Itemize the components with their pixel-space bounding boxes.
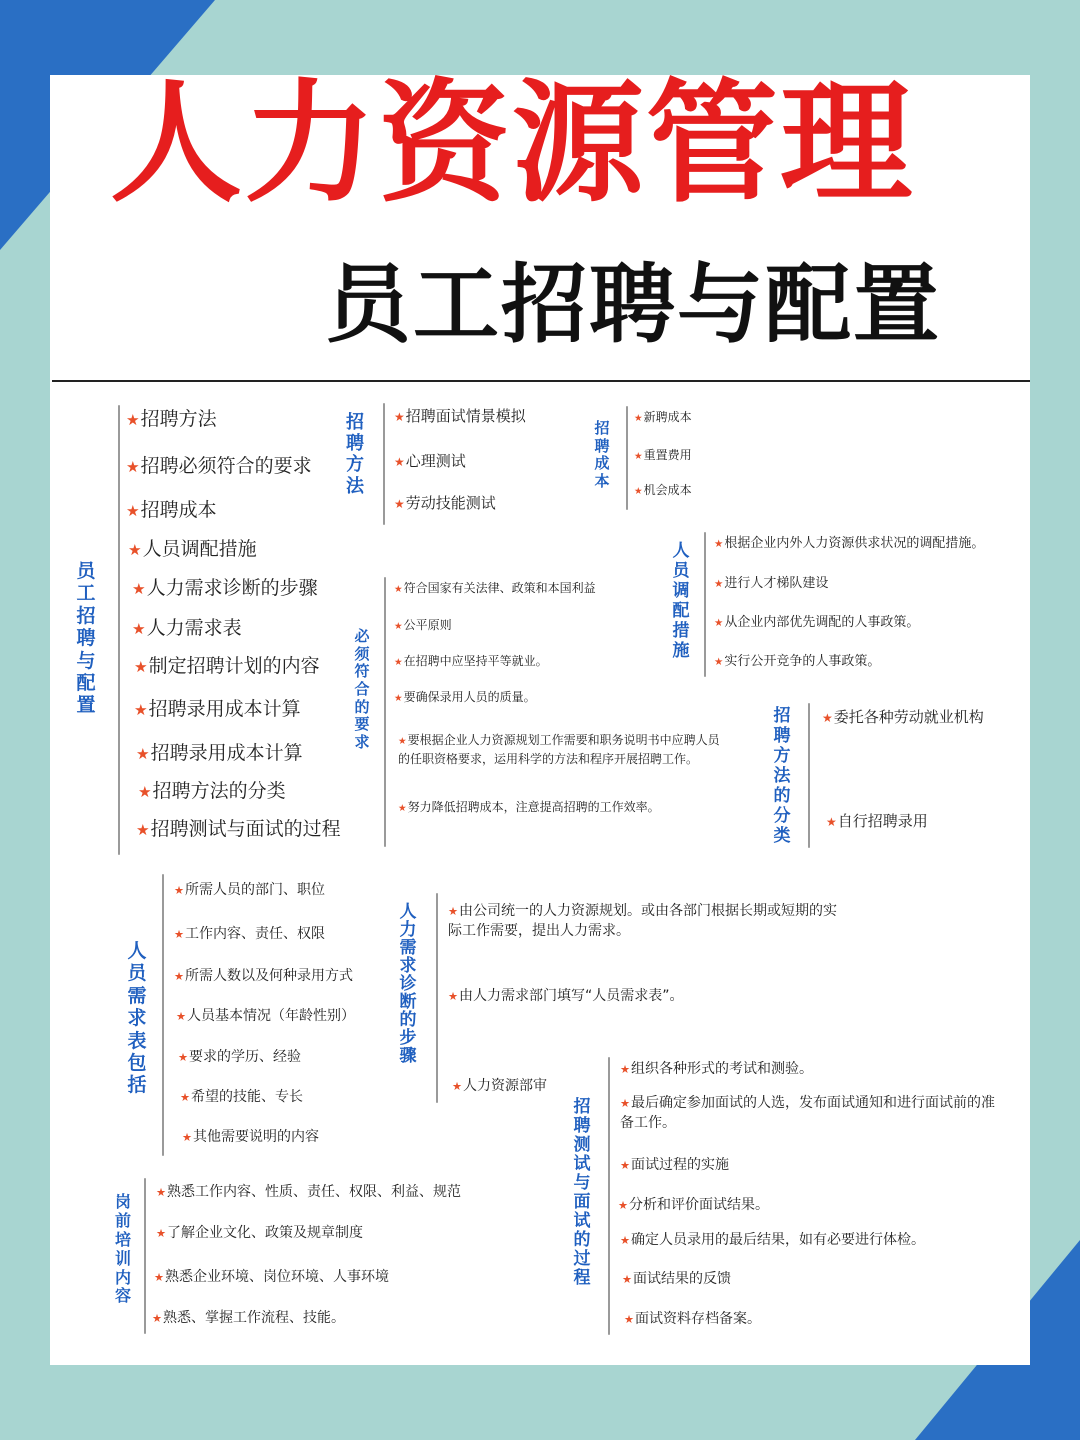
transfer-bracket (704, 532, 706, 677)
diagnosis-item: ★ 由人力需求部门填写“人员需求表”。 (448, 988, 684, 1006)
root-item-requirements: ★ 招聘必须符合的要求 (126, 455, 312, 479)
diagnosis-bracket (436, 893, 438, 1103)
transfer-item: ★ 根据企业内外人力资源供求状况的调配措施。 (714, 536, 984, 552)
classification-item: ★ 自行招聘录用 (826, 812, 928, 831)
transfer-item: ★ 进行人才梯队建设 (714, 576, 828, 592)
training-bracket (144, 1178, 146, 1334)
root-item-plan: ★ 制定招聘计划的内容 (134, 655, 320, 679)
demand-form-label: 人员需求表包括 (127, 940, 147, 1097)
root-item-methods: ★ 招聘方法 (126, 408, 217, 432)
training-item: ★ 熟悉企业环境、岗位环境、人事环境 (154, 1269, 389, 1287)
cost-bracket (626, 406, 628, 510)
diagnosis-label: 人力需求诊断的步骤 (399, 902, 417, 1067)
transfer-item: ★ 实行公开竞争的人事政策。 (714, 654, 880, 670)
training-label: 岗前培训内容 (114, 1192, 131, 1306)
root-item-cost-calc-2: ★ 招聘录用成本计算 (136, 742, 303, 766)
demand-form-item: ★ 所需人数以及何种录用方式 (174, 968, 353, 986)
classification-item: ★ 委托各种劳动就业机构 (822, 708, 984, 727)
methods-item: ★ 心理测试 (394, 452, 466, 471)
classification-bracket (808, 703, 810, 848)
requirements-bracket (384, 577, 386, 847)
training-item: ★ 熟悉工作内容、性质、责任、权限、利益、规范 (156, 1184, 461, 1202)
training-item: ★ 熟悉、掌握工作流程、技能。 (152, 1310, 345, 1328)
demand-form-bracket (162, 874, 164, 1156)
process-item: ★ 面试过程的实施 (620, 1157, 729, 1175)
root-item-classification: ★ 招聘方法的分类 (138, 780, 286, 804)
classification-label: 招聘方法的分类 (773, 706, 791, 847)
root-item-diagnosis: ★ 人力需求诊断的步骤 (132, 577, 318, 601)
root-item-cost: ★ 招聘成本 (126, 499, 217, 523)
training-item: ★ 了解企业文化、政策及规章制度 (156, 1225, 363, 1243)
requirements-item: ★ 在招聘中应坚持平等就业。 (394, 654, 548, 669)
process-item: ★ 最后确定参加面试的人选，发布面试通知和进行面试前的准备工作。 (620, 1094, 1000, 1133)
page-subtitle: 员工招聘与配置 (325, 255, 941, 355)
root-bracket (118, 405, 120, 855)
process-label: 招聘测试与面试的过程 (573, 1097, 591, 1289)
methods-bracket (383, 403, 385, 525)
transfer-item: ★ 从企业内部优先调配的人事政策。 (714, 615, 919, 631)
demand-form-item: ★ 希望的技能、专长 (180, 1089, 303, 1107)
title-divider (52, 380, 1030, 382)
diagnosis-item: ★ 人力资源部审 (452, 1078, 547, 1096)
demand-form-item: ★ 要求的学历、经验 (178, 1049, 301, 1067)
process-item: ★ 组织各种形式的考试和测验。 (620, 1061, 813, 1079)
requirements-item: ★ 努力降低招聘成本，注意提高招聘的工作效率。 (398, 800, 660, 815)
requirements-item: ★ 符合国家有关法律、政策和本国利益 (394, 581, 596, 596)
process-bracket (608, 1057, 610, 1335)
demand-form-item: ★ 所需人员的部门、职位 (174, 882, 325, 900)
root-item-cost-calc-1: ★ 招聘录用成本计算 (134, 698, 301, 722)
diagnosis-item: ★ 由公司统一的人力资源规划。或由各部门根据长期或短期的实际工作需要，提出人力需求。 (448, 902, 850, 941)
process-item: ★ 面试结果的反馈 (622, 1271, 731, 1289)
demand-form-item: ★ 工作内容、责任、权限 (174, 926, 325, 944)
cost-label: 招聘成本 (594, 419, 610, 491)
methods-item: ★ 劳动技能测试 (394, 494, 496, 513)
root-item-process: ★ 招聘测试与面试的过程 (136, 818, 341, 842)
transfer-label: 人员调配措施 (672, 541, 690, 662)
cost-item: ★ 机会成本 (634, 483, 692, 498)
requirements-item: ★ 要根据企业人力资源规划工作需要和职务说明书中应聘人员的任职资格要求，运用科学的方法和程序开展招聘工作。 (398, 731, 722, 769)
cost-item: ★ 重置费用 (634, 448, 692, 463)
root-label: 员工招聘与配置 (76, 560, 96, 717)
methods-item: ★ 招聘面试情景模拟 (394, 407, 526, 426)
root-item-demand-form: ★ 人力需求表 (132, 617, 242, 641)
root-item-transfer: ★ 人员调配措施 (128, 538, 257, 562)
process-item: ★ 分析和评价面试结果。 (618, 1197, 769, 1215)
cost-item: ★ 新聘成本 (634, 410, 692, 425)
process-item: ★ 确定人员录用的最后结果，如有必要进行体检。 (620, 1232, 925, 1250)
process-item: ★ 面试资料存档备案。 (624, 1311, 761, 1329)
requirements-label: 必须符合的要求 (354, 627, 370, 752)
demand-form-item: ★ 人员基本情况（年龄性别） (176, 1008, 355, 1026)
demand-form-item: ★ 其他需要说明的内容 (182, 1129, 319, 1147)
requirements-item: ★ 公平原则 (394, 618, 452, 633)
requirements-item: ★ 要确保录用人员的质量。 (394, 690, 536, 705)
methods-label: 招聘方法 (346, 412, 364, 497)
page-title: 人力资源管理 (110, 67, 914, 221)
